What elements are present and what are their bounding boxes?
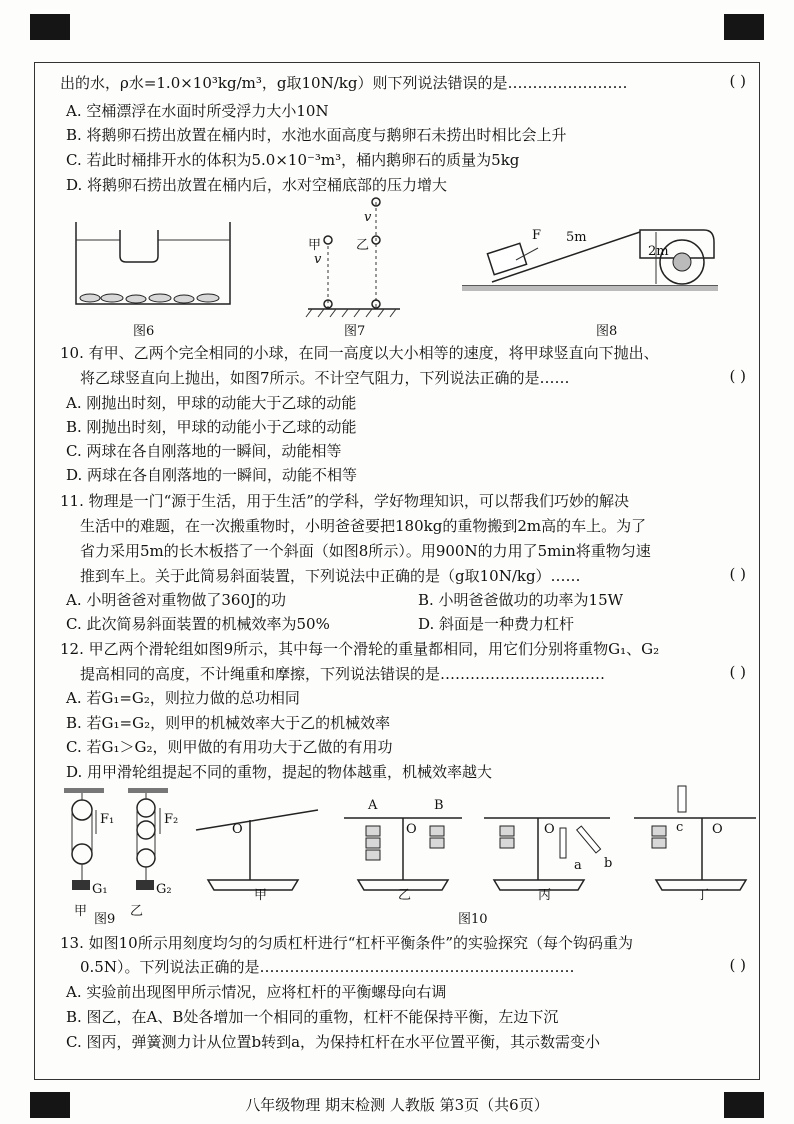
q9-line1: 出的水，ρ水=1.0×10³kg/m³，g取10N/kg）则下列说法错误的是……………………	[60, 74, 628, 92]
figure-10-a-upper: A	[368, 798, 378, 813]
q10-option-c: C. 两球在各自刚落地的一瞬间，动能相等	[66, 442, 342, 460]
figure-10-o-jia: O	[232, 822, 243, 837]
corner-mark-top-left	[30, 14, 70, 40]
q10-line1: 10. 有甲、乙两个完全相同的小球，在同一高度以大小相等的速度，将甲球竖直向下抛出、	[60, 344, 659, 362]
figure-10-label-jia: 甲	[254, 888, 268, 903]
figure-10-caption: 图10	[458, 912, 488, 927]
q13-answer-paren: ( )	[729, 956, 746, 974]
q10-option-b: B. 刚抛出时刻，甲球的动能小于乙球的动能	[66, 418, 357, 436]
figure-6	[72, 222, 242, 312]
figure-9-jia-label: 甲	[74, 904, 88, 919]
q12-line1: 12. 甲乙两个滑轮组如图9所示，其中每一个滑轮的重量都相同，用它们分别将重物G₁、G₂	[60, 640, 660, 658]
q13-line1: 13. 如图10所示用刻度均匀的匀质杠杆进行“杠杆平衡条件”的实验探究（每个钩码重为	[60, 934, 634, 952]
q12-line2: 提高相同的高度，不计绳重和摩擦，下列说法错误的是……………………………	[80, 665, 606, 683]
figure-9-g2-label: G₂	[156, 882, 172, 897]
figure-10-label-ding: 丁	[696, 888, 710, 903]
figure-10-a-label: a	[574, 858, 582, 873]
q9-option-b: B. 将鹅卵石捞出放置在桶内时，水池水面高度与鹅卵石未捞出时相比会上升	[66, 126, 567, 144]
q12-option-b: B. 若G₁=G₂，则甲的机械效率大于乙的机械效率	[66, 714, 391, 732]
q12-option-d: D. 用甲滑轮组提起不同的重物，提起的物体越重，机械效率越大	[66, 763, 493, 781]
figure-10-label-bing: 丙	[538, 888, 552, 903]
q11-answer-paren: ( )	[729, 565, 746, 583]
q9-option-c: C. 若此时桶排开水的体积为5.0×10⁻³m³，桶内鹅卵石的质量为5kg	[66, 151, 520, 169]
q9-answer-paren: ( )	[729, 72, 746, 90]
figure-9-f2-label: F₂	[164, 812, 179, 827]
q13-option-c: C. 图丙，弹簧测力计从位置b转到a，为保持杠杆在水平位置平衡，其示数需变小	[66, 1033, 601, 1051]
figure-10-ding	[628, 780, 762, 900]
figure-10-o-bing: O	[544, 822, 555, 837]
q11-line3: 省力采用5m的长木板搭了一个斜面（如图8所示）。用900N的力用了5min将重物匀速	[80, 542, 651, 560]
figure-8-force-label: F	[532, 228, 542, 243]
figure-7-ball-jia-label: 甲	[308, 238, 322, 253]
q11-line1: 11. 物理是一门“源于生活，用于生活”的学科，学好物理知识，可以帮我们巧妙的解决	[60, 492, 629, 510]
figure-9-f1-label: F₁	[100, 812, 115, 827]
figure-8	[462, 218, 722, 310]
q10-line2: 将乙球竖直向上抛出，如图7所示。不计空气阻力，下列说法正确的是……	[80, 369, 570, 387]
q13-line2: 0.5N）。下列说法正确的是………………………………………………………	[80, 958, 575, 976]
q11-option-d: D. 斜面是一种费力杠杆	[418, 615, 575, 633]
figure-7-caption: 图7	[344, 324, 366, 339]
corner-mark-top-right	[724, 14, 764, 40]
q10-answer-paren: ( )	[729, 367, 746, 385]
q12-option-c: C. 若G₁＞G₂，则甲做的有用功大于乙做的有用功	[66, 738, 393, 756]
q12-option-a: A. 若G₁=G₂，则拉力做的总功相同	[66, 689, 300, 707]
figure-10-label-yi: 乙	[398, 888, 412, 903]
q11-line2: 生活中的难题，在一次搬重物时，小明爸爸要把180kg的重物搬到2m高的车上。为了	[80, 517, 647, 535]
q11-option-a: A. 小明爸爸对重物做了360J的功	[66, 591, 287, 609]
figure-8-slope-label: 5m	[566, 230, 587, 245]
figure-10-o-yi: O	[406, 822, 417, 837]
q11-line4: 推到车上。关于此简易斜面装置，下列说法中正确的是（g取10N/kg）……	[80, 567, 581, 585]
figure-7-ball-yi-label: 乙	[356, 238, 370, 253]
q11-option-c: C. 此次简易斜面装置的机械效率为50%	[66, 615, 330, 633]
figure-9-caption: 图9	[94, 912, 116, 927]
figure-10-b-upper: B	[434, 798, 444, 813]
q13-option-b: B. 图乙，在A、B处各增加一个相同的重物，杠杆不能保持平衡，左边下沉	[66, 1008, 559, 1026]
figure-8-caption: 图8	[596, 324, 618, 339]
page-footer: 八年级物理 期末检测 人教版 第3页（共6页）	[245, 1096, 549, 1114]
figure-10-b-label: b	[604, 856, 613, 871]
figure-10-c-label: c	[676, 820, 684, 835]
figure-7-velocity-yi: v	[364, 210, 372, 225]
q13-option-a: A. 实验前出现图甲所示情况，应将杠杆的平衡螺母向右调	[66, 983, 447, 1001]
figure-9-g1-label: G₁	[92, 882, 108, 897]
figure-10-o-ding: O	[712, 822, 723, 837]
q9-option-a: A. 空桶漂浮在水面时所受浮力大小10N	[66, 102, 329, 120]
figure-9-yi-label: 乙	[130, 904, 144, 919]
figure-6-caption: 图6	[133, 324, 155, 339]
q10-option-a: A. 刚抛出时刻，甲球的动能大于乙球的动能	[66, 394, 357, 412]
q11-option-b: B. 小明爸爸做功的功率为15W	[418, 591, 624, 609]
figure-8-height-label: 2m	[648, 244, 669, 259]
q12-answer-paren: ( )	[729, 663, 746, 681]
q10-option-d: D. 两球在各自刚落地的一瞬间，动能不相等	[66, 466, 358, 484]
q9-option-d: D. 将鹅卵石捞出放置在桶内后，水对空桶底部的压力增大	[66, 176, 448, 194]
figure-7-velocity-jia: v	[314, 252, 322, 267]
